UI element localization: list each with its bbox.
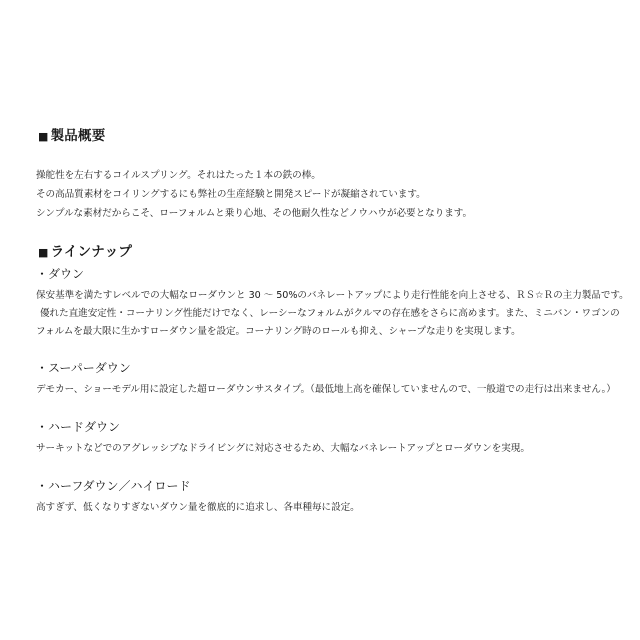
- overview-title: 製品概要: [50, 128, 106, 144]
- overview-line: その高品質素材をコイリングするにも弊社の生産経験と開発スピードが凝縮されています。: [36, 189, 426, 200]
- lineup-item-line: 優れた直進安定性・コーナリング性能だけでなく、レーシーなフォルムがクルマの存在感をさらに高めます。また、ミニバン・ワゴンの: [40, 308, 620, 319]
- square-bullet-icon: ■: [38, 246, 49, 259]
- lineup-item-line: デモカー、ショーモデル用に設定した超ローダウンサスタイプ。（最低地上高を確保していませんので、一般道での走行は出来ません。）: [36, 384, 616, 395]
- square-bullet-icon: ■: [38, 130, 49, 143]
- lineup-item-line: 高すぎず、低くなりすぎないダウン量を徹底的に追求し、各車種毎に設定。: [36, 502, 360, 513]
- lineup-item-name: ・ハーフダウン／ハイロード: [36, 479, 191, 493]
- lineup-item-line: フォルムを最大限に生かすローダウン量を設定。コーナリング時のロールも抑え、シャープな走りを実現します。: [36, 326, 521, 337]
- lineup-item-name: ・ダウン: [36, 267, 85, 281]
- overview-heading: [38, 124, 105, 144]
- lineup-item-name: ・スーパーダウン: [36, 361, 131, 375]
- lineup-item-name: ・ハードダウン: [36, 420, 121, 434]
- overview-line: シンプルな素材だからこそ、ローフォルムと乗り心地、その他耐久性などノウハウが必要となります。: [36, 208, 473, 219]
- lineup-heading: [38, 240, 132, 260]
- overview-line: 操舵性を左右するコイルスプリング。それはたった１本の鉄の棒。: [36, 170, 321, 181]
- lineup-title: ラインナップ: [50, 244, 133, 260]
- lineup-item-line: 保安基準を満たすレベルでの大幅なローダウンと 30 ～ 50%のバネレートアップにより走行性能を向上させる、ＲＳ☆Ｒの主力製品です。: [36, 290, 629, 301]
- lineup-item-line: サーキットなどでのアグレッシブなドライビングに対応させるため、大幅なバネレートアップとローダウンを実現。: [36, 443, 530, 454]
